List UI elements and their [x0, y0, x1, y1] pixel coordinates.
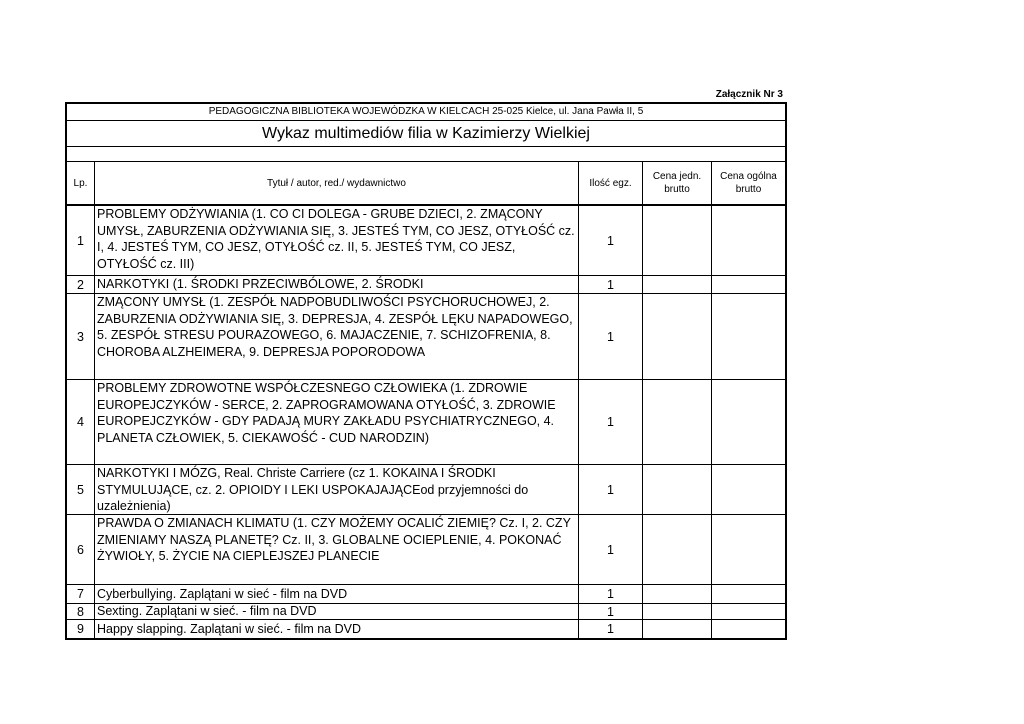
- row-qty: 1: [579, 515, 643, 584]
- row-total-price: [712, 620, 785, 638]
- table-row: [67, 380, 785, 465]
- table-row: [67, 585, 785, 604]
- table-row: [67, 276, 785, 294]
- table-row: [67, 515, 785, 585]
- row-title: PROBLEMY ZDROWOTNE WSPÓŁCZESNEGO CZŁOWIEKA (1. ZDROWIE EUROPEJCZYKÓW - SERCE, 2. ZAPROGRAMOWANA OTYŁOŚĆ, 3. ZDROWIE EUROPEJCZYKÓW - GDY PADAJĄ MURY ZAKŁADU PSYCHIATRYCZNEGO, 4. PLANETA CZŁOWIEK, 5. CIEKAWOŚĆ - CUD NARODZIN): [95, 380, 579, 464]
- table-row: [67, 620, 785, 640]
- header-total-price: Cena ogólna brutto: [720, 171, 777, 195]
- table-row: [67, 294, 785, 380]
- row-lp: 4: [67, 380, 95, 464]
- row-qty: 1: [579, 620, 643, 638]
- row-lp: 2: [67, 276, 95, 293]
- multimedia-list-table: [65, 102, 787, 640]
- header-lp: Lp.: [67, 162, 95, 204]
- row-total-price: [712, 515, 785, 584]
- row-qty: 1: [579, 585, 643, 603]
- row-total-price: [712, 276, 785, 293]
- row-title: PRAWDA O ZMIANACH KLIMATU (1. CZY MOŻEMY OCALIĆ ZIEMIĘ? Cz. I, 2. CZY ZMIENIAMY NASZĄ PLANETĘ? Cz. II, 3. GLOBALNE OCIEPLENIE, 4. POKONAĆ ŻYWIOŁY, 5. ŻYCIE NA CIEPLEJSZEJ PLANECIE: [95, 515, 579, 584]
- row-lp: 9: [67, 620, 95, 638]
- row-title: Sexting. Zaplątani w sieć. - film na DVD: [95, 604, 579, 619]
- row-unit-price: [643, 604, 712, 619]
- row-qty: 1: [579, 604, 643, 619]
- library-header: PEDAGOGICZNA BIBLIOTEKA WOJEWÓDZKA W KIELCACH 25-025 Kielce, ul. Jana Pawła II, 5: [67, 104, 785, 121]
- header-title: Tytuł / autor, red./ wydawnictwo: [95, 162, 579, 204]
- document-title: Wykaz multimediów filia w Kazimierzy Wielkiej: [67, 121, 785, 147]
- table-row: [67, 465, 785, 515]
- row-total-price: [712, 604, 785, 619]
- row-total-price: [712, 465, 785, 514]
- row-lp: 5: [67, 465, 95, 514]
- header-unit-price: Cena jedn. brutto: [643, 162, 712, 204]
- row-title: PROBLEMY ODŻYWIANIA (1. CO CI DOLEGA - GRUBE DZIECI, 2. ZMĄCONY UMYSŁ, ZABURZENIA ODŻYWIANIA SIĘ, 3. JESTEŚ TYM, CO JESZ, OTYŁOŚĆ cz. I, 4. JESTEŚ TYM, CO JESZ, OTYŁOŚĆ cz. II, 5. JESTEŚ TYM, CO JESZ, OTYŁOŚĆ cz. III): [95, 206, 579, 275]
- table-row: [67, 206, 785, 276]
- row-title: ZMĄCONY UMYSŁ (1. ZESPÓŁ NADPOBUDLIWOŚCI PSYCHORUCHOWEJ, 2. ZABURZENIA ODŻYWIANIA SIĘ, 3. DEPRESJA, 4. ZESPÓŁ LĘKU NAPADOWEGO, 5. ZESPÓŁ STRESU POURAZOWEGO, 6. MAJACZENIE, 7. SCHIZOFRENIA, 8. CHOROBA ALZHEIMERA, 9. DEPRESJA POPORODOWA: [95, 294, 579, 379]
- row-total-price: [712, 380, 785, 464]
- row-unit-price: [643, 206, 712, 275]
- table-row: [67, 604, 785, 620]
- row-lp: 3: [67, 294, 95, 379]
- row-unit-price: [643, 380, 712, 464]
- row-total-price: [712, 294, 785, 379]
- attachment-label: Załącznik Nr 3: [715, 89, 783, 100]
- row-total-price: [712, 206, 785, 275]
- table-header: [67, 162, 785, 206]
- row-unit-price: [643, 276, 712, 293]
- row-qty: 1: [579, 380, 643, 464]
- row-unit-price: [643, 515, 712, 584]
- blank-row: [67, 147, 785, 162]
- row-unit-price: [643, 585, 712, 603]
- row-lp: 8: [67, 604, 95, 619]
- row-qty: 1: [579, 294, 643, 379]
- row-lp: 1: [67, 206, 95, 275]
- row-title: NARKOTYKI (1. ŚRODKI PRZECIWBÓLOWE, 2. ŚRODKI: [95, 276, 579, 293]
- row-title: Cyberbullying. Zaplątani w sieć - film na DVD: [95, 585, 579, 603]
- row-title: Happy slapping. Zaplątani w sieć. - film na DVD: [95, 620, 579, 638]
- row-unit-price: [643, 620, 712, 638]
- row-qty: 1: [579, 276, 643, 293]
- row-lp: 6: [67, 515, 95, 584]
- row-unit-price: [643, 465, 712, 514]
- header-qty: Ilość egz.: [579, 162, 643, 204]
- row-lp: 7: [67, 585, 95, 603]
- row-qty: 1: [579, 206, 643, 275]
- row-qty: 1: [579, 465, 643, 514]
- row-title: NARKOTYKI I MÓZG, Real. Christe Carriere (cz 1. KOKAINA I ŚRODKI STYMULUJĄCE, cz. 2. OPIOIDY I LEKI USPOKAJAJĄCEod przyjemności do uzależnienia): [95, 465, 579, 514]
- row-total-price: [712, 585, 785, 603]
- row-unit-price: [643, 294, 712, 379]
